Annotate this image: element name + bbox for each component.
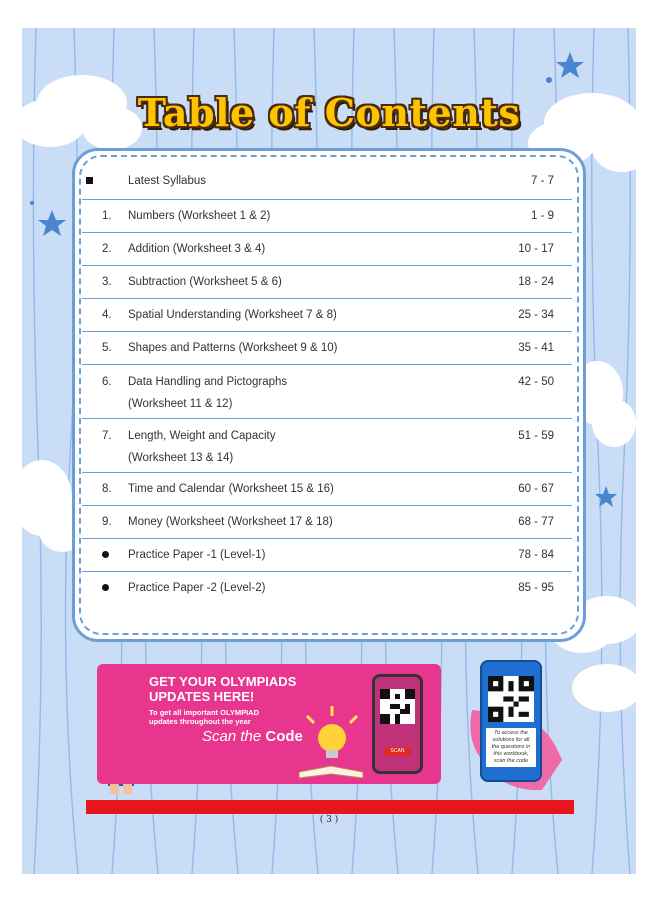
toc-number: 5. (102, 342, 112, 354)
olympiad-banner[interactable]: GET YOUR OLYMPIADS UPDATES HERE! To get all important OLYMPIAD updates throughout the year Scan the Code SCAN (97, 664, 441, 784)
toc-page-range: 68 - 77 (518, 516, 554, 528)
toc-title: (Worksheet 13 & 14) (128, 452, 234, 464)
toc-row (82, 144, 572, 200)
toc-row (82, 539, 572, 572)
toc-title: Data Handling and Pictographs (128, 376, 288, 388)
banner-phone (372, 674, 423, 774)
toc-page-range: 60 - 67 (518, 483, 554, 495)
toc-page-range: 7 - 7 (530, 175, 554, 187)
page-background (22, 28, 636, 874)
page-title: Table of Contents (137, 90, 521, 135)
toc-title: Shapes and Patterns (Worksheet 9 & 10) (128, 342, 338, 354)
toc-title: Money (Worksheet (Worksheet 17 & 18) (128, 516, 333, 528)
toc-title: Practice Paper -1 (Level-1) (128, 549, 266, 561)
toc-row (82, 233, 572, 266)
toc-page-range: 10 - 17 (518, 243, 554, 255)
toc-number: 7. (102, 430, 112, 442)
toc-number: 2. (102, 243, 112, 255)
toc-row (82, 572, 572, 605)
solutions-note: To access the solutions for all the questions in this workbook, scan the code (486, 728, 536, 767)
toc-title: Time and Calendar (Worksheet 15 & 16) (128, 483, 334, 495)
toc-page-range: 18 - 24 (518, 276, 554, 288)
toc-number: 8. (102, 483, 112, 495)
toc-page-range: 35 - 41 (518, 342, 554, 354)
toc-row (82, 506, 572, 539)
toc-row (82, 266, 572, 299)
toc-row (82, 200, 572, 233)
scan-button[interactable]: SCAN (384, 747, 411, 756)
lightbulb-icon (297, 704, 367, 780)
toc-page-range: 78 - 84 (518, 549, 554, 561)
star-icon (556, 52, 584, 78)
toc-title: Addition (Worksheet 3 & 4) (128, 243, 266, 255)
table-of-contents (82, 170, 572, 605)
toc-title: Subtraction (Worksheet 5 & 6) (128, 276, 282, 288)
toc-page-range: 51 - 59 (518, 430, 554, 442)
toc-title: (Worksheet 11 & 12) (128, 398, 233, 410)
toc-row (82, 332, 572, 365)
toc-title: Spatial Understanding (Worksheet 7 & 8) (128, 309, 337, 321)
square-bullet-icon (86, 177, 93, 184)
toc-row (82, 299, 572, 332)
toc-number: 6. (102, 376, 112, 388)
scan-the-code-text: Scan the Code (202, 728, 303, 745)
toc-title: Practice Paper -2 (Level-2) (128, 582, 266, 594)
toc-page-range: 42 - 50 (518, 376, 554, 388)
toc-title: Numbers (Worksheet 1 & 2) (128, 210, 271, 222)
solutions-phone[interactable] (480, 660, 542, 782)
toc-number: 9. (102, 516, 112, 528)
toc-title: Latest Syllabus (128, 175, 206, 187)
toc-row (82, 419, 572, 473)
toc-number: 4. (102, 309, 112, 321)
toc-row (82, 365, 572, 419)
page-number: ( 3 ) (319, 815, 339, 825)
bullet-dot-icon (102, 584, 109, 591)
qr-code-icon (488, 676, 534, 722)
toc-page-range: 25 - 34 (518, 309, 554, 321)
toc-number: 3. (102, 276, 112, 288)
toc-page-range: 85 - 95 (518, 582, 554, 594)
footer-bar (86, 800, 574, 814)
toc-number: 1. (102, 210, 112, 222)
bullet-dot-icon (102, 551, 109, 558)
toc-page-range: 1 - 9 (530, 210, 554, 222)
toc-title: Length, Weight and Capacity (128, 430, 276, 442)
toc-row (82, 473, 572, 506)
qr-code-icon (380, 689, 415, 724)
